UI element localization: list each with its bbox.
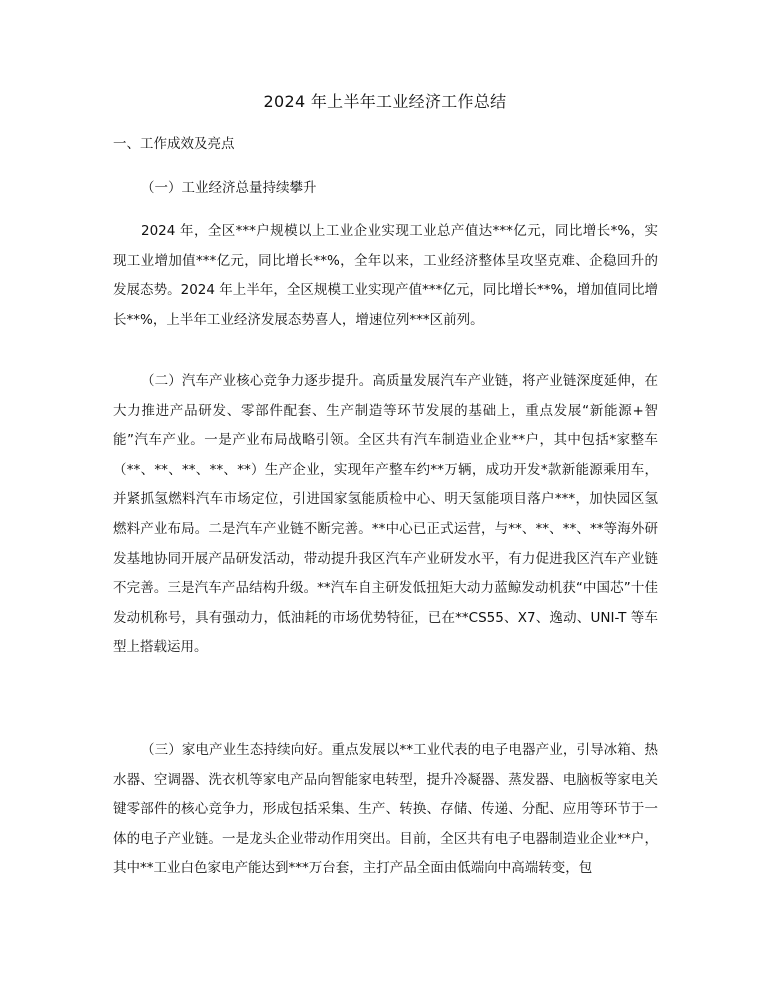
document-title: 2024 年上半年工业经济工作总结 (263, 92, 507, 111)
paragraph-automotive-industry: （二）汽车产业核心竞争力逐步提升。高质量发展汽车产业链，将产业链深度延伸，在大力推进产品研发、零部件配套、生产制造等环节发展的基础上，重点发展“新能源+智能”汽车产业。一是产业布局战略引领。全区共有汽车制造业企业**户，其中包括*家整车（**、**、**、**、**）生产企业，实现年产整车约**万辆，成功开发*款新能源乘用车，并紧抓氢燃料汽车市场定位，引进国家氢能质检中心、明天氢能项目落户***，加快园区氢燃料产业布局。二是汽车产业链不断完善。**中心已正式运营，与**、**、**、**等海外研发基地协同开展产品研发活动，带动提升我区汽车产业研发水平，有力促进我区汽车产业链不完善。三是汽车产品结构升级。**汽车自主研发低扭矩大动力蓝鲸发动机获“中国芯”十佳发动机称号，具有强动力，低油耗的市场优势特征，已在**CS55、X7、逸动、UNI-T 等车型上搭载运用。 (113, 373, 658, 656)
subsection-heading: （一）工业经济总量持续攀升 (141, 180, 317, 196)
paragraph-industrial-output: 2024 年，全区***户规模以上工业企业实现工业总产值达***亿元，同比增长*%，实现工业增加值***亿元，同比增长**%，全年以来，工业经济整体呈攻坚克难、企稳回升的发展态势。2024 年上半年，全区规模工业实现产值***亿元，同比增长**%，增加值同比增长**%，上半年工业经济发展态势喜人，增速位列***区前列。 (113, 223, 658, 328)
paragraph-appliance-industry: （三）家电产业生态持续向好。重点发展以**工业代表的电子电器产业，引导冰箱、热水器、空调器、洗衣机等家电产品向智能家电转型，提升冷凝器、蒸发器、电脑板等家电关键零部件的核心竞争力，形成包括采集、生产、转换、存储、传递、分配、应用等环节于一体的电子产业链。一是龙头企业带动作用突出。目前，全区共有电子电器制造业企业**户，其中**工业白色家电产能达到***万台套，主打产品全面由低端向中高端转变，包 (113, 742, 658, 877)
section-heading: 一、工作成效及亮点 (113, 136, 235, 152)
